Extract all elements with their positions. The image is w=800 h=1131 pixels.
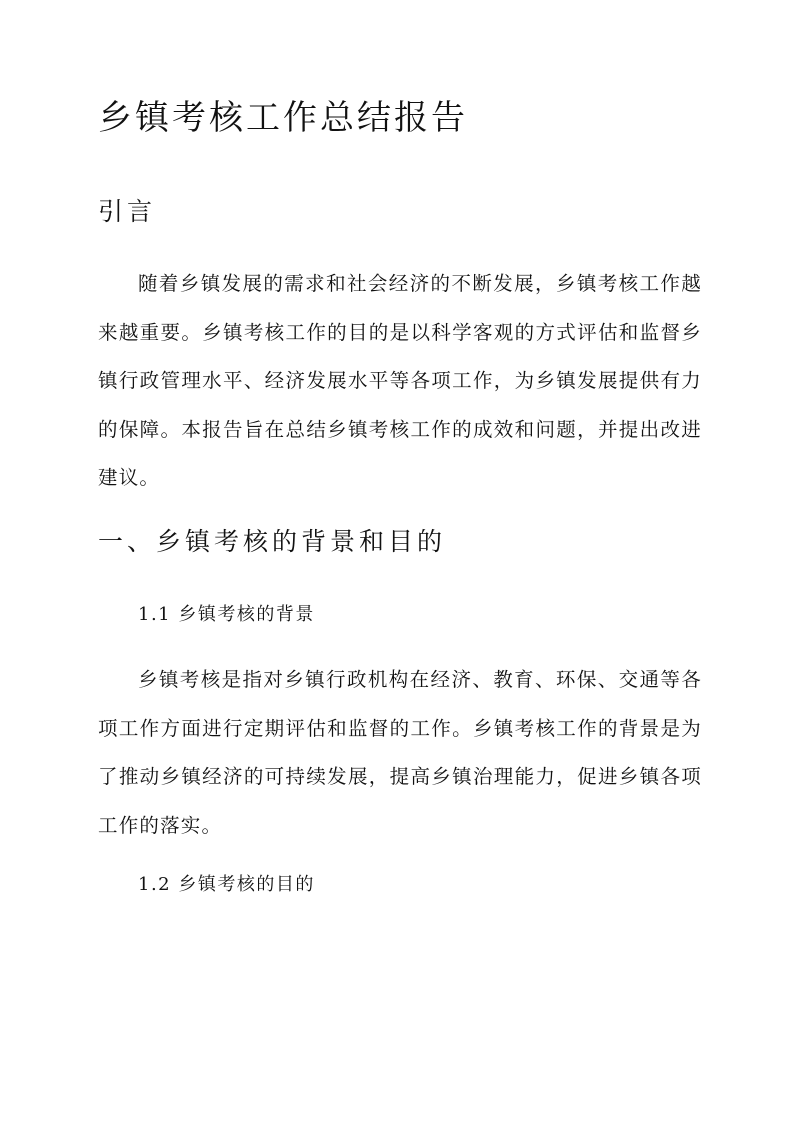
- intro-heading: 引言: [98, 197, 157, 226]
- subsection-1-1-paragraph: 乡镇考核是指对乡镇行政机构在经济、教育、环保、交通等各项工作方面进行定期评估和监督的工作。乡镇考核工作的背景是为了推动乡镇经济的可持续发展，提高乡镇治理能力，促进乡镇各项工作的落实。: [98, 668, 702, 837]
- document-title: 乡镇考核工作总结报告: [98, 98, 468, 138]
- section-1-heading: 一、乡镇考核的背景和目的: [98, 527, 447, 556]
- intro-paragraph: 随着乡镇发展的需求和社会经济的不断发展，乡镇考核工作越来越重要。乡镇考核工作的目的是以科学客观的方式评估和监督乡镇行政管理水平、经济发展水平等各项工作，为乡镇发展提供有力的保障。本报告旨在总结乡镇考核工作的成效和问题，并提出改进建议。: [98, 272, 702, 490]
- subsection-1-2-heading: 1.2 乡镇考核的目的: [138, 874, 315, 895]
- subsection-1-1-heading: 1.1 乡镇考核的背景: [138, 604, 315, 625]
